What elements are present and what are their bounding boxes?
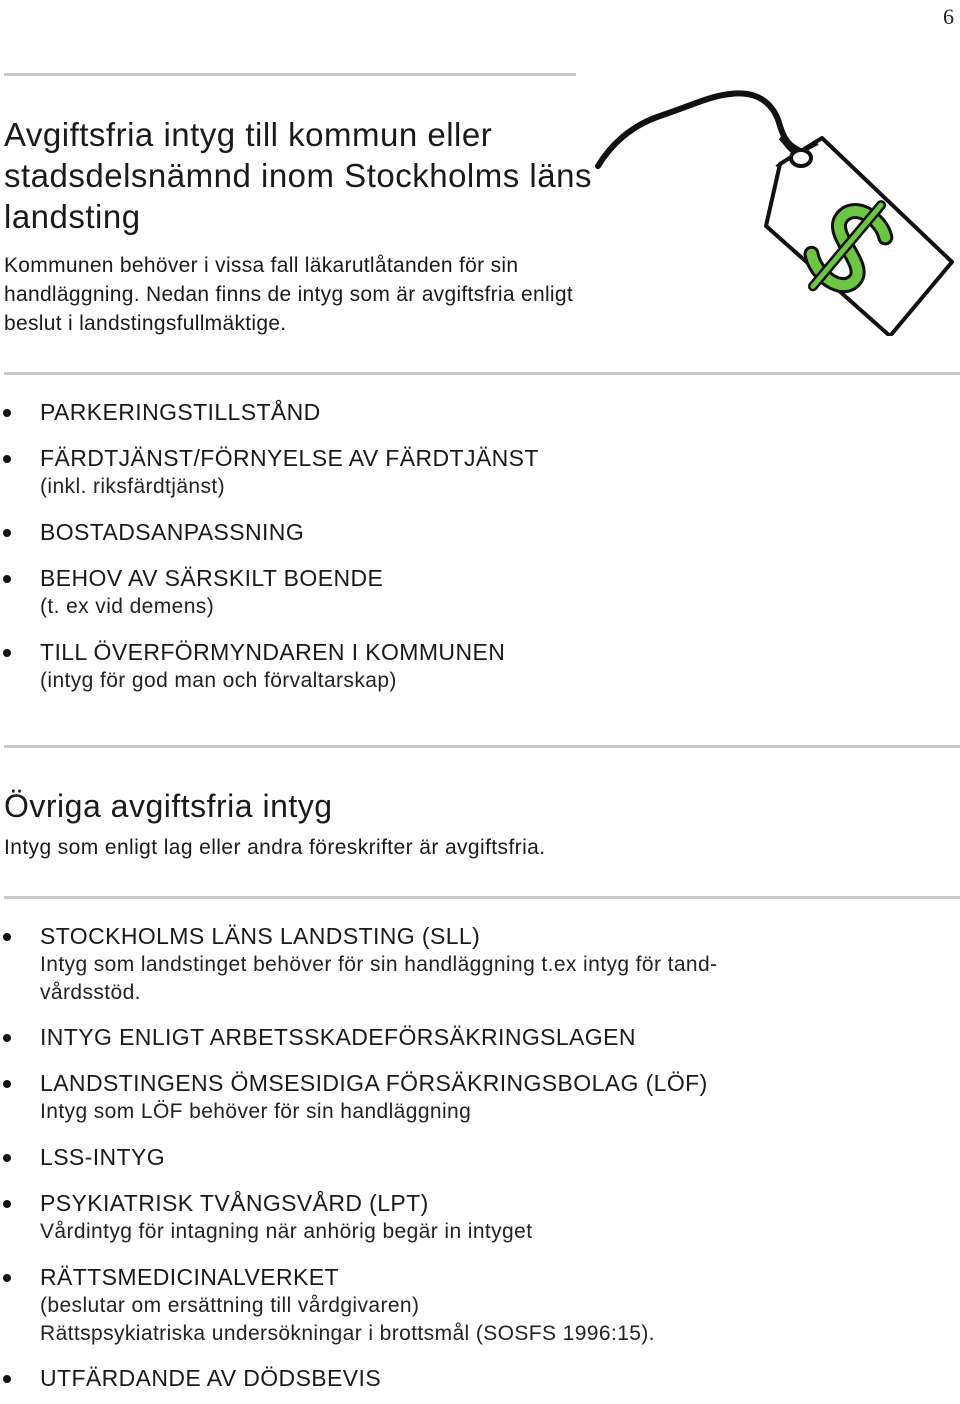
bullet-icon: [3, 649, 11, 657]
bullet-icon: [3, 455, 11, 463]
list-item: BEHOV AV SÄRSKILT BOENDE (t. ex vid demens): [0, 564, 940, 638]
list-item: STOCKHOLMS LÄNS LANDSTING (SLL) Intyg som landstinget behöver för sin handläggning t.ex intyg för tand- vårdsstöd.: [0, 922, 940, 1023]
list-item: LANDSTINGENS ÖMSESIDIGA FÖRSÄKRINGSBOLAG (LÖF) Intyg som LÖF behöver för sin handläggning: [0, 1069, 940, 1143]
list-item: PSYKIATRISK TVÅNGSVÅRD (LPT) Vårdintyg för intagning när anhörig begär in intyget: [0, 1189, 940, 1263]
page-number: 6: [943, 4, 954, 29]
bullet-icon: [3, 1080, 11, 1088]
list-item: BOSTADSANPASSNING: [0, 518, 940, 564]
list-item: RÄTTSMEDICINALVERKET (beslutar om ersättning till vårdgivaren) Rättspsykiatriska undersökningar i brottsmål (SOSFS 1996:15).: [0, 1263, 940, 1364]
list-item: FÄRDTJÄNST/FÖRNYELSE AV FÄRDTJÄNST (inkl. riksfärdtjänst): [0, 444, 940, 518]
bullet-icon: [3, 1154, 11, 1162]
bullet-icon: [3, 575, 11, 583]
free-certificates-list: [0, 398, 940, 712]
bullet-icon: [3, 1034, 11, 1042]
top-divider: [4, 73, 576, 76]
list-item: PARKERINGSTILLSTÅND: [0, 398, 940, 444]
other-certificates-list: [0, 922, 940, 1404]
bullet-icon: [3, 1375, 11, 1383]
list-item: TILL ÖVERFÖRMYNDAREN I KOMMUNEN (intyg för god man och förvaltarskap): [0, 638, 940, 712]
section-divider: [4, 896, 960, 899]
section-intro: Kommunen behöver i vissa fall läkarutlåtanden för sin handläggning. Nedan finns de intyg som är avgiftsfria enligt beslut i landstingsfullmäktige.: [4, 254, 574, 335]
list-item: UTFÄRDANDE AV DÖDSBEVIS: [0, 1364, 940, 1404]
bullet-icon: [3, 529, 11, 537]
list-item: INTYG ENLIGT ARBETSSKADEFÖRSÄKRINGSLAGEN: [0, 1023, 940, 1069]
bullet-icon: [3, 1274, 11, 1282]
price-tag-dollar-icon: [590, 86, 960, 336]
section-divider: [4, 372, 960, 375]
section-divider: [4, 745, 960, 748]
bullet-icon: [3, 933, 11, 941]
section-title: Avgiftsfria intyg till kommun eller stadsdelsnämnd inom Stockholms läns landsting: [4, 116, 592, 235]
section-intro: Intyg som enligt lag eller andra föreskrifter är avgiftsfria.: [4, 836, 546, 859]
section-title: Övriga avgiftsfria intyg: [4, 788, 333, 824]
bullet-icon: [3, 409, 11, 417]
bullet-icon: [3, 1200, 11, 1208]
list-item: LSS-INTYG: [0, 1143, 940, 1189]
